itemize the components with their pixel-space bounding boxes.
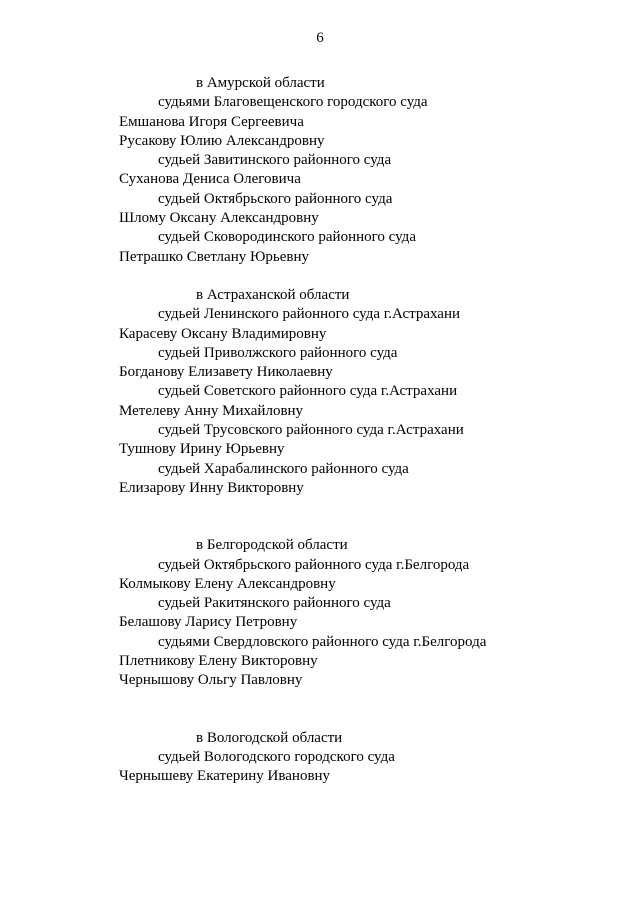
- person-name: Метелеву Анну Михайловну: [119, 402, 304, 419]
- section-belgorod: [0, 536, 640, 690]
- court-line: судьей Завитинского районного суда: [158, 152, 392, 169]
- person-name: Плетникову Елену Викторовну: [119, 653, 318, 670]
- person-name: Чернышову Ольгу Павловну: [119, 672, 303, 689]
- section-spacer: [0, 498, 640, 536]
- person-name: Чернышеву Екатерину Ивановну: [119, 768, 331, 785]
- person-name: Емшанова Игоря Сергеевича: [119, 113, 304, 130]
- court-line: судьей Советского районного суда г.Астрахани: [158, 383, 458, 400]
- court-line: судьей Трусовского районного суда г.Астрахани: [158, 422, 464, 439]
- court-line: судьями Свердловского районного суда г.Белгорода: [158, 633, 487, 650]
- court-line: судьей Октябрьского районного суда г.Белгорода: [158, 556, 470, 573]
- person-name: Суханова Дениса Олеговича: [119, 171, 301, 188]
- court-line: судьей Ракитянского районного суда: [158, 595, 391, 612]
- person-name: Белашову Ларису Петровну: [119, 614, 298, 631]
- section-spacer: [0, 691, 640, 729]
- document-body: [0, 74, 640, 787]
- person-name: Петрашко Светлану Юрьевну: [119, 248, 309, 265]
- page-number: 6: [316, 30, 324, 46]
- region-heading: в Белгородской области: [196, 537, 348, 554]
- section-spacer: [0, 267, 640, 286]
- person-name: Богданову Елизавету Николаевну: [119, 364, 333, 381]
- person-name: Шлому Оксану Александровну: [119, 210, 319, 227]
- region-heading: в Астраханской области: [196, 286, 350, 303]
- court-line: судьей Ленинского районного суда г.Астрахани: [158, 306, 461, 323]
- section-amur: [0, 74, 640, 267]
- court-line: судьями Благовещенского городского суда: [158, 94, 428, 111]
- court-line: судьей Приволжского районного суда: [158, 344, 398, 361]
- section-vologda: [0, 729, 640, 787]
- court-line: судьей Харабалинского районного суда: [158, 460, 409, 477]
- region-heading: в Вологодской области: [196, 729, 343, 746]
- person-name: Колмыкову Елену Александровну: [119, 575, 336, 592]
- person-name: Тушнову Ирину Юрьевну: [119, 441, 285, 458]
- section-astrakhan: [0, 286, 640, 498]
- court-line: судьей Вологодского городского суда: [158, 748, 395, 765]
- person-name: Карасеву Оксану Владимировну: [119, 325, 327, 342]
- person-name: Русакову Юлию Александровну: [119, 132, 325, 149]
- court-line: судьей Октябрьского районного суда: [158, 190, 393, 207]
- court-line: судьей Сковородинского районного суда: [158, 229, 416, 246]
- region-heading: в Амурской области: [196, 75, 325, 91]
- person-name: Елизарову Инну Викторовну: [119, 479, 304, 496]
